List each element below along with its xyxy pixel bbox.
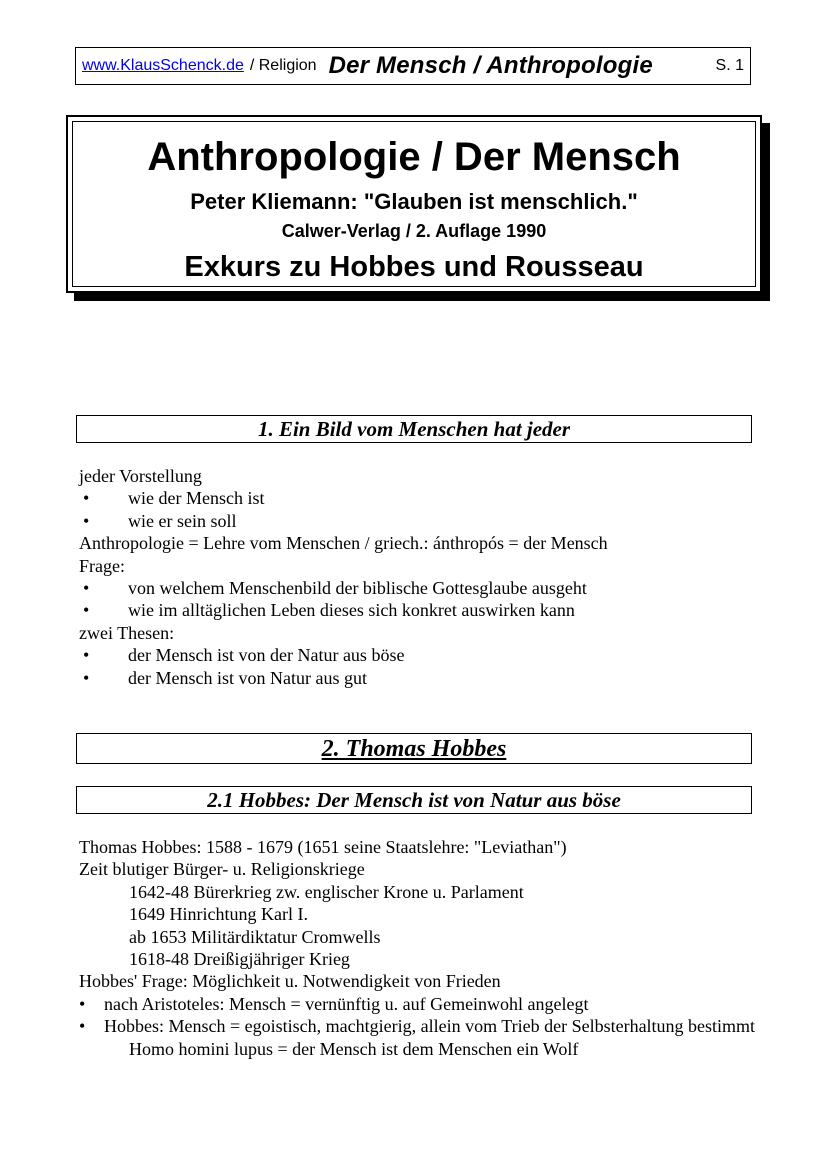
definition-line: Anthropologie = Lehre vom Menschen / griech.: ánthropós = der Mensch [79,533,608,554]
page-header [75,47,751,85]
excursus-title: Exkurs zu Hobbes und Rousseau [184,251,644,283]
thesen-label: zwei Thesen: [79,622,175,643]
document-subtitle: Peter Kliemann: "Glauben ist menschlich." [190,189,638,214]
list-item: • wie der Mensch ist [83,488,265,509]
list-item: • Hobbes: Mensch = egoistisch, machtgierig, allein vom Trieb der Selbsterhaltung bestimmt [79,1016,756,1037]
bullet-icon: • [83,645,90,666]
list-item: • der Mensch ist von Natur aus gut [83,667,367,688]
hobbes-era: Zeit blutiger Bürger- u. Religionskriege [79,859,365,880]
bullet-icon: • [83,488,90,509]
list-item: • wie er sein soll [83,510,237,531]
section-1-body [79,465,759,689]
bullet-icon: • [79,1016,86,1037]
header-title: Der Mensch / Anthropologie [328,52,653,79]
bullet-icon: • [83,510,90,531]
bullet-icon: • [83,600,90,621]
section-2-heading: 2. Thomas Hobbes [76,733,752,764]
bullet-icon: • [79,993,86,1014]
bullet-icon: • [83,667,90,688]
list-item: • von welchem Menschenbild der biblische Gottesglaube ausgeht [83,578,587,599]
hobbes-question: Hobbes' Frage: Möglichkeit u. Notwendigkeit von Frieden [79,971,501,992]
event-item: 1642-48 Bürerkrieg zw. englischer Krone u. Parlament [129,881,524,902]
website-link[interactable]: www.KlausSchenck.de [82,57,244,74]
event-item: ab 1653 Militärdiktatur Cromwells [129,926,381,947]
latin-quote: Homo homini lupus = der Mensch ist dem Menschen ein Wolf [129,1038,579,1059]
intro-line: jeder Vorstellung [79,466,202,486]
header-section: / Religion [249,57,317,74]
hobbes-dates: Thomas Hobbes: 1588 - 1679 (1651 seine Staatslehre: "Leviathan") [79,837,567,857]
section-2-1-heading: 2.1 Hobbes: Der Mensch ist von Natur aus böse [76,786,752,814]
frage-label: Frage: [79,555,125,576]
document-title: Anthropologie / Der Mensch [147,135,681,179]
title-box [66,115,762,293]
title-box-inner [72,121,756,287]
page-number: S. 1 [715,57,744,74]
section-2-body [79,836,759,1060]
publisher-line: Calwer-Verlag / 2. Auflage 1990 [281,221,547,241]
section-1-heading: 1. Ein Bild vom Menschen hat jeder [76,415,752,443]
bullet-icon: • [83,578,90,599]
event-item: 1618-48 Dreißigjähriger Krieg [129,949,350,970]
list-item: • wie im alltäglichen Leben dieses sich konkret auswirken kann [83,600,575,621]
list-item: • nach Aristoteles: Mensch = vernünftig u. auf Gemeinwohl angelegt [79,993,589,1014]
list-item: • der Mensch ist von der Natur aus böse [83,645,405,666]
event-item: 1649 Hinrichtung Karl I. [129,904,308,925]
